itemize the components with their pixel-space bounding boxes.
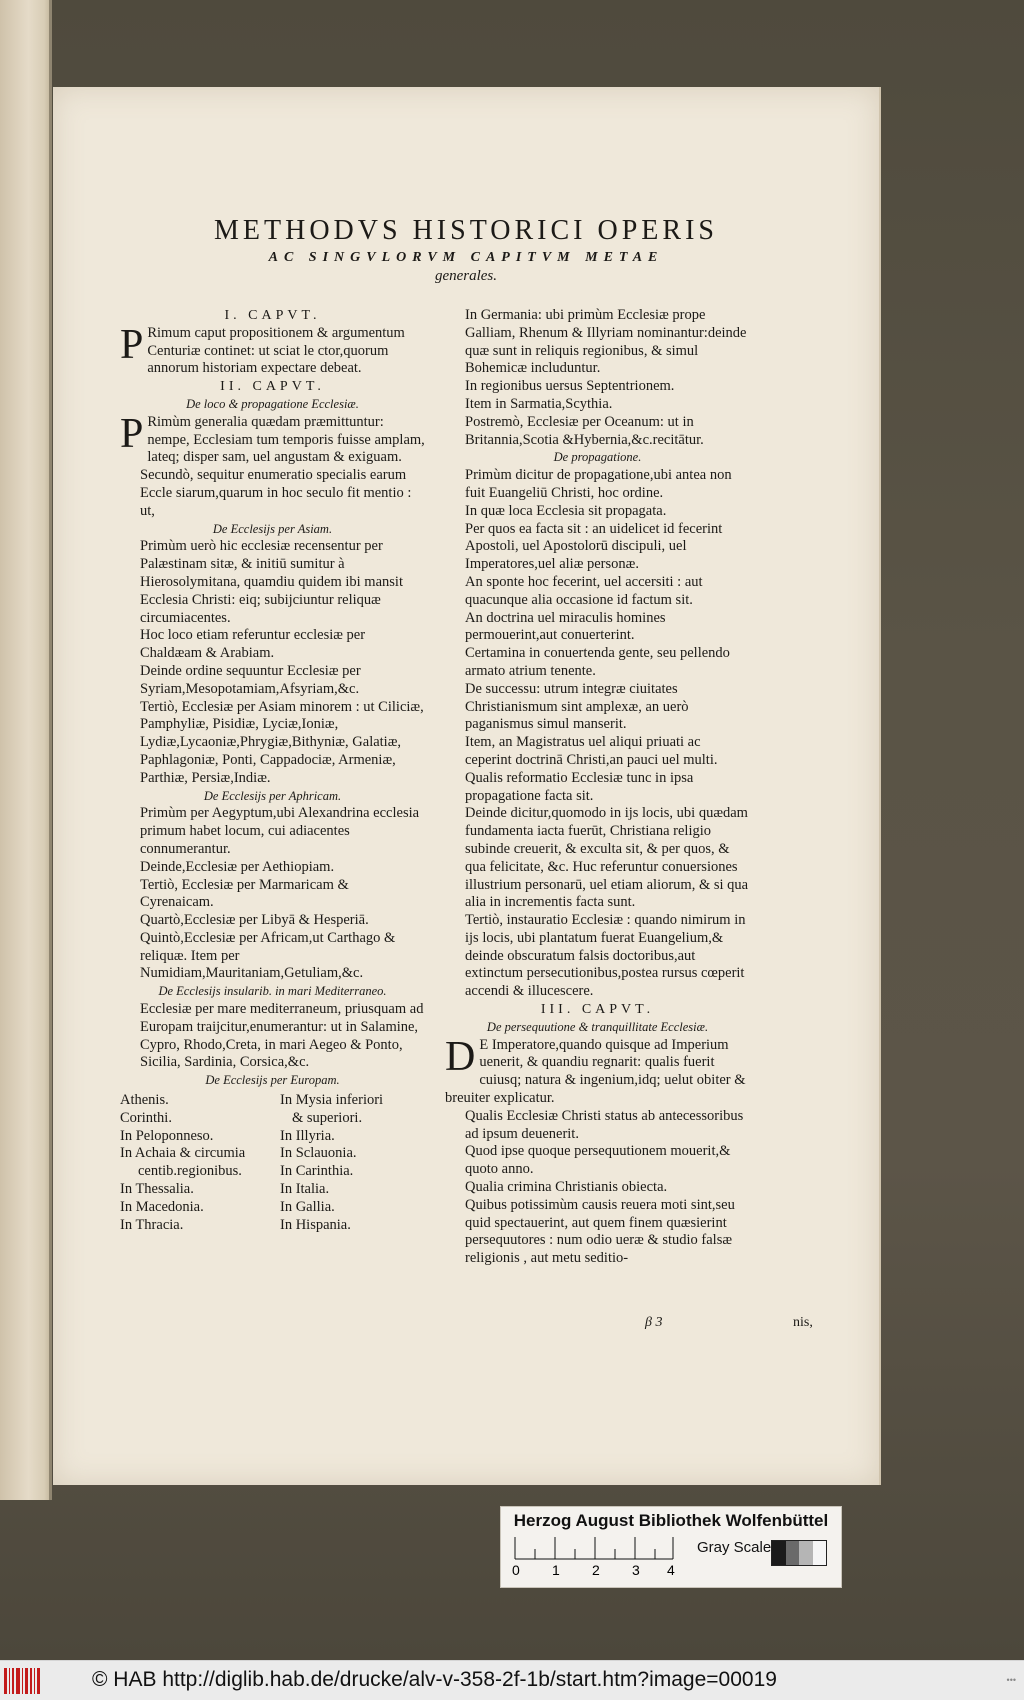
ruler-tick-label: 3: [632, 1562, 640, 1578]
list-item: In Macedonia.: [120, 1198, 204, 1215]
adjacent-page-edge: [0, 0, 52, 1500]
paragraph: Hoc loco etiam referuntur ecclesiæ per Chaldæam & Arabiam.: [140, 627, 366, 662]
list-item: In Italia.: [280, 1181, 330, 1198]
footer-decoration: •••: [1006, 1675, 1016, 1685]
paragraph: Qualia crimina Christianis obiecta.: [465, 1179, 668, 1196]
chapter-heading: III. CAPVT.: [540, 1002, 655, 1018]
drop-capital: P: [120, 410, 144, 457]
list-item: In Gallia.: [280, 1198, 335, 1215]
paragraph: Quartò,Ecclesiæ per Libyā & Hesperiā.: [140, 912, 369, 929]
chapter-heading: II. CAPVT.: [220, 379, 325, 395]
drop-capital: P: [120, 321, 144, 368]
list-item: In Mysia inferiori: [280, 1092, 384, 1109]
paragraph: Tertiò, instauratio Ecclesiæ : quando nimirum in ijs locis, ubi plantatum fuerat Euangelium,& deinde obscuratum falsis doctoribus,aut extinctum persecutionibus,postea rursus cœperit accendi & illucescere.: [465, 912, 746, 1000]
ruler-tick-label: 1: [552, 1562, 560, 1578]
paragraph: [120, 321, 425, 378]
footer-copyright-url[interactable]: © HAB http://diglib.hab.de/drucke/alv-v-358-2f-1b/start.htm?image=00019: [92, 1668, 777, 1691]
footer-bar: [0, 1660, 1024, 1700]
page-subtitle-continued: generales.: [434, 268, 498, 284]
page-gutter: [49, 0, 52, 1500]
paragraph: Postremò, Ecclesiæ per Oceanum: ut in Britannia,Scotia &Hybernia,&c.recitātur.: [465, 413, 704, 448]
paragraph: Certamina in conuertenda gente, seu pellendo armato atrium tenente.: [465, 645, 730, 679]
paragraph-text: Rimùm generalia quædam præmittuntur: nempe, Ecclesiam tum temporis fuisse amplam, lateq; disper sam, uel angustam & exiguam.: [147, 413, 425, 466]
section-subheading: De loco & propagatione Ecclesiæ.: [186, 396, 359, 411]
paragraph-text: E Imperatore,quando quisque ad Imperium uenerit, & quandiu regnarit: qualis fuerit cuiusq; natura & ingenium,idq; uelut obiter & breuiter explicatur.: [445, 1036, 746, 1107]
paragraph: [120, 410, 425, 467]
paragraph: Primùm dicitur de propagatione,ubi antea non fuit Euangeliū Christi, hoc ordine.: [465, 467, 732, 501]
document-page: [53, 87, 881, 1485]
card-title: Herzog August Bibliothek Wolfenbüttel: [513, 1511, 829, 1530]
list-item: In Peloponneso.: [120, 1127, 214, 1144]
drop-capital: D: [445, 1033, 476, 1080]
list-item: In Thracia.: [120, 1216, 184, 1233]
list-item: centib.regionibus.: [138, 1163, 242, 1180]
paragraph: In Germania: ubi primùm Ecclesiæ prope Galliam, Rhenum & Illyriam nominantur:deinde quæ sunt in reliquis regionibus, & simul Bohemicæ includuntur.: [465, 307, 747, 377]
paragraph: Quibus potissimùm causis reuera moti sint,seu quid spectauerint, aut quem finem quæsierint persequutores : num odio ueræ & studio falsæ religionis , aut metu seditio-: [465, 1196, 735, 1267]
catchword: nis,: [793, 1315, 813, 1330]
paragraph: De successu: utrum integræ ciuitates Christianismum sint amplexæ, an uerò paganismus simul manserit.: [465, 680, 689, 733]
right-column: [445, 307, 750, 1268]
paragraph: Quintò,Ecclesiæ per Africam,ut Carthago & reliquæ. Item per Numidiam,Mauritaniam,Getuliam,&c.: [140, 929, 396, 982]
paragraph: Secundò, sequitur enumeratio specialis earum Eccle siarum,quarum in hoc seculo fit mentio : ut,: [140, 467, 412, 519]
chapter-heading: I. CAPVT.: [224, 308, 321, 323]
paragraph: Deinde ordine sequuntur Ecclesiæ per Syriam,Mesopotamiam,Afsyriam,&c.: [140, 662, 361, 697]
ruler-tick-label: 0: [512, 1562, 520, 1578]
paragraph: Primùm per Aegyptum,ubi Alexandrina ecclesia primum habet locum, cui adiacentes connumerantur.: [140, 805, 420, 857]
section-subheading: De Ecclesijs per Europam.: [205, 1073, 340, 1088]
list-item: Athenis.: [120, 1092, 169, 1109]
paragraph-text: Rimum caput propositionem & argumentum Centuriæ continet: ut sciat le ctor,quorum annorum historiam expectare debeat.: [147, 324, 405, 377]
barcode-icon: [4, 1668, 44, 1694]
paragraph: Item in Sarmatia,Scythia.: [465, 395, 613, 412]
gray-scale-swatch: [771, 1540, 827, 1566]
color-scale-card: [500, 1506, 842, 1588]
ruler-tick-label: 4: [667, 1562, 675, 1578]
section-subheading: De persequutione & tranquillitate Ecclesiæ.: [486, 1019, 709, 1034]
section-subheading: De Ecclesijs per Asiam.: [212, 521, 333, 536]
paragraph: Item, an Magistratus uel aliqui priuati ac ceperint doctrinā Christi,an pauci uel multi.: [465, 734, 718, 768]
left-column: [120, 307, 425, 1234]
section-subheading: De propagatione.: [553, 450, 642, 465]
ruler-tick-label: 2: [592, 1562, 600, 1578]
paragraph: Quod ipse quoque persequutionem mouerit,& quoto anno.: [465, 1143, 731, 1178]
list-item: Corinthi.: [120, 1109, 172, 1126]
paragraph: Primùm uerò hic ecclesiæ recensentur per Palæstinam sitæ, & initiū sumitur à Hierosolymitana, quamdiu quidem ibi mansit Ecclesia Christi: eiq; subijciuntur reliquæ circumiacentes.: [140, 538, 403, 626]
list-item: In Achaia & circumia: [120, 1145, 246, 1162]
list-item: In Hispania.: [280, 1216, 351, 1233]
europe-places-list: [120, 1092, 425, 1234]
paragraph: Ecclesiæ per mare mediterraneum, priusquam ad Europam traijcitur,enumerantur: ut in Salamine, Cypro, Rhodo,Creta, in mari Aegeo & Ponto, Sicilia, Sardinia, Corsica,&c.: [140, 1001, 424, 1071]
list-item: In Illyria.: [280, 1127, 335, 1144]
paragraph: [445, 1033, 750, 1108]
page-title: METHODVS HISTORICI OPERIS: [214, 215, 718, 246]
paragraph: Tertiò, Ecclesiæ per Asiam minorem : ut Ciliciæ, Pamphyliæ, Pisidiæ, Lyciæ,Ioniæ, Lydiæ,Lycaoniæ,Phrygiæ,Bithyniæ, Galatiæ, Paphlagoniæ, Ponti, Cappadociæ, Armeniæ, Parthiæ, Persiæ,Indiæ.: [140, 698, 424, 786]
paragraph: Deinde,Ecclesiæ per Aethiopiam.: [140, 858, 335, 875]
paragraph: In regionibus uersus Septentrionem.: [465, 378, 675, 395]
section-subheading: De Ecclesijs insularib. in mari Mediterraneo.: [158, 984, 387, 999]
paragraph: Tertiò, Ecclesiæ per Marmaricam & Cyrenaicam.: [140, 876, 349, 911]
gray-scale-label: Gray Scale: [697, 1539, 772, 1556]
paragraph: An sponte hoc fecerint, uel accersiti : aut quacunque alia occasione id factum sit.: [465, 573, 703, 608]
list-item: In Sclauonia.: [280, 1145, 357, 1162]
paragraph: Qualis reformatio Ecclesiæ tunc in ipsa propagatione facta sit.: [465, 769, 694, 804]
list-item: & superiori.: [292, 1109, 363, 1126]
paragraph: An doctrina uel miraculis homines permouerint,aut conuerterint.: [465, 609, 666, 644]
list-item: In Carinthia.: [280, 1163, 354, 1180]
paragraph: In quæ loca Ecclesia sit propagata.: [465, 502, 667, 519]
paragraph: Qualis Ecclesiæ Christi status ab antecessoribus ad ipsum deuenerit.: [465, 1107, 744, 1142]
signature-mark: β 3: [645, 1315, 663, 1330]
paragraph: Per quos ea facta sit : an uidelicet id fecerint Apostoli, uel Apostolorū discipuli, uel Imperatores,uel aliæ personæ.: [465, 520, 723, 573]
page-subtitle: AC SINGVLORVM CAPITVM METAE: [268, 250, 664, 265]
section-subheading: De Ecclesijs per Aphricam.: [203, 788, 342, 803]
ruler-scale: [507, 1535, 675, 1579]
list-item: In Thessalia.: [120, 1181, 194, 1198]
paragraph: Deinde dicitur,quomodo in ijs locis, ubi quædam fundamenta iacta fuerūt, Christiana religio subinde creuerit, & exculta sit, & per quos, & qua felicitate, &c. Huc referuntur conuersiones illustrium personarū, uel etiam aliorum, & si qua alia in incrementis facta sunt.: [465, 805, 749, 911]
